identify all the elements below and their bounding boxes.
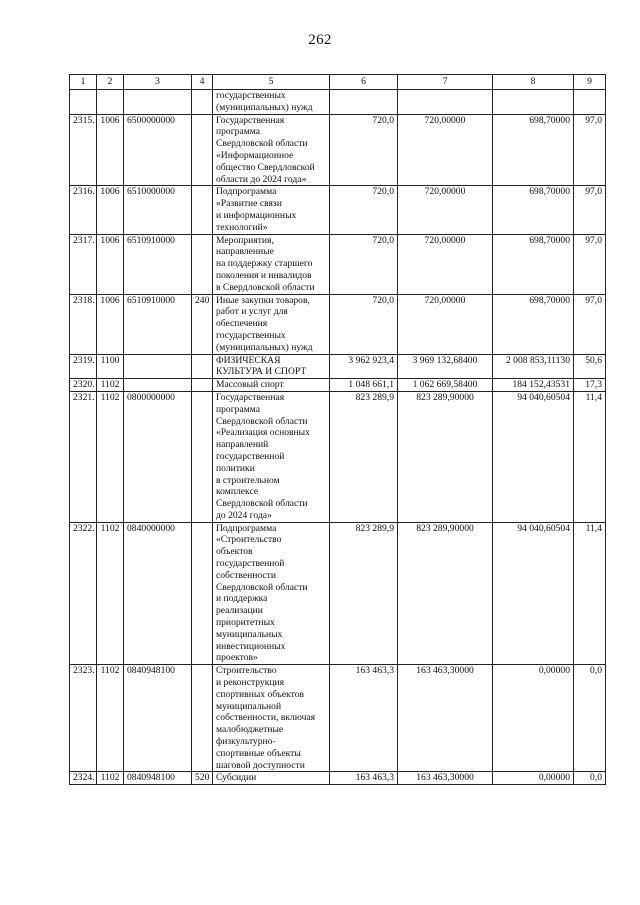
target-article-code bbox=[124, 90, 192, 115]
updated-plan-value: 823 289,90000 bbox=[398, 522, 493, 665]
row-number: 2320. bbox=[70, 379, 97, 392]
row-number: 2316. bbox=[70, 186, 97, 234]
execution-percent: 97,0 bbox=[574, 234, 606, 294]
table-row bbox=[70, 379, 606, 392]
executed-value: 698,70000 bbox=[493, 234, 574, 294]
section-code: 1102 bbox=[97, 772, 124, 785]
expense-type-code bbox=[192, 354, 213, 379]
col-header-5: 5 bbox=[213, 75, 330, 90]
table-row bbox=[70, 354, 606, 379]
expense-type-code bbox=[192, 379, 213, 392]
initial-plan-value: 720,0 bbox=[330, 114, 398, 186]
executed-value: 698,70000 bbox=[493, 114, 574, 186]
item-name: Массовый спорт bbox=[213, 379, 330, 392]
table-row bbox=[70, 294, 606, 354]
execution-percent: 50,6 bbox=[574, 354, 606, 379]
header-row bbox=[70, 75, 606, 90]
updated-plan-value: 720,00000 bbox=[398, 234, 493, 294]
col-header-7: 7 bbox=[398, 75, 493, 90]
section-code: 1006 bbox=[97, 234, 124, 294]
updated-plan-value: 823 289,90000 bbox=[398, 391, 493, 522]
col-header-9: 9 bbox=[574, 75, 606, 90]
updated-plan-value: 1 062 669,58400 bbox=[398, 379, 493, 392]
target-article-code: 6510910000 bbox=[124, 234, 192, 294]
item-name: Иные закупки товаров, работ и услуг для обеспечения государственных (муниципальных) нужд bbox=[213, 294, 330, 354]
execution-percent: 0,0 bbox=[574, 772, 606, 785]
row-number: 2322. bbox=[70, 522, 97, 665]
table-row bbox=[70, 186, 606, 234]
updated-plan-value: 163 463,30000 bbox=[398, 772, 493, 785]
target-article-code: 0840000000 bbox=[124, 522, 192, 665]
executed-value bbox=[493, 90, 574, 115]
section-code: 1102 bbox=[97, 379, 124, 392]
initial-plan-value: 163 463,3 bbox=[330, 665, 398, 772]
row-number: 2317. bbox=[70, 234, 97, 294]
section-code: 1100 bbox=[97, 354, 124, 379]
table-row bbox=[70, 90, 606, 115]
expense-type-code bbox=[192, 522, 213, 665]
section-code: 1102 bbox=[97, 522, 124, 665]
item-name: ФИЗИЧЕСКАЯ КУЛЬТУРА И СПОРТ bbox=[213, 354, 330, 379]
page-number: 262 bbox=[308, 32, 332, 48]
col-header-8: 8 bbox=[493, 75, 574, 90]
updated-plan-value: 720,00000 bbox=[398, 114, 493, 186]
row-number: 2315. bbox=[70, 114, 97, 186]
executed-value: 2 008 853,11130 bbox=[493, 354, 574, 379]
initial-plan-value bbox=[330, 90, 398, 115]
updated-plan-value: 720,00000 bbox=[398, 186, 493, 234]
execution-percent: 97,0 bbox=[574, 186, 606, 234]
table-row bbox=[70, 114, 606, 186]
executed-value: 184 152,43531 bbox=[493, 379, 574, 392]
col-header-4: 4 bbox=[192, 75, 213, 90]
initial-plan-value: 720,0 bbox=[330, 234, 398, 294]
section-code: 1006 bbox=[97, 114, 124, 186]
item-name: Государственная программа Свердловской области «Информационное общество Свердловской области до 2024 года» bbox=[213, 114, 330, 186]
target-article-code: 6510000000 bbox=[124, 186, 192, 234]
target-article-code bbox=[124, 354, 192, 379]
col-header-2: 2 bbox=[97, 75, 124, 90]
table-row bbox=[70, 234, 606, 294]
initial-plan-value: 823 289,9 bbox=[330, 391, 398, 522]
item-name: Мероприятия, направленные на поддержку старшего поколения и инвалидов в Свердловской области bbox=[213, 234, 330, 294]
budget-table bbox=[69, 74, 606, 785]
table-row bbox=[70, 522, 606, 665]
row-number: 2324. bbox=[70, 772, 97, 785]
expense-type-code bbox=[192, 90, 213, 115]
updated-plan-value: 163 463,30000 bbox=[398, 665, 493, 772]
execution-percent: 11,4 bbox=[574, 522, 606, 665]
row-number: 2321. bbox=[70, 391, 97, 522]
table-row bbox=[70, 391, 606, 522]
executed-value: 698,70000 bbox=[493, 186, 574, 234]
target-article-code: 6500000000 bbox=[124, 114, 192, 186]
execution-percent: 11,4 bbox=[574, 391, 606, 522]
col-header-1: 1 bbox=[70, 75, 97, 90]
expense-type-code bbox=[192, 391, 213, 522]
execution-percent: 17,3 bbox=[574, 379, 606, 392]
execution-percent: 0,0 bbox=[574, 665, 606, 772]
executed-value: 94 040,60504 bbox=[493, 391, 574, 522]
executed-value: 94 040,60504 bbox=[493, 522, 574, 665]
col-header-6: 6 bbox=[330, 75, 398, 90]
initial-plan-value: 823 289,9 bbox=[330, 522, 398, 665]
expense-type-code bbox=[192, 114, 213, 186]
executed-value: 698,70000 bbox=[493, 294, 574, 354]
table-row bbox=[70, 665, 606, 772]
row-number: 2323. bbox=[70, 665, 97, 772]
section-code bbox=[97, 90, 124, 115]
section-code: 1006 bbox=[97, 186, 124, 234]
target-article-code: 0800000000 bbox=[124, 391, 192, 522]
expense-type-code: 240 bbox=[192, 294, 213, 354]
section-code: 1102 bbox=[97, 391, 124, 522]
col-header-3: 3 bbox=[124, 75, 192, 90]
expense-type-code bbox=[192, 665, 213, 772]
updated-plan-value: 720,00000 bbox=[398, 294, 493, 354]
executed-value: 0,00000 bbox=[493, 665, 574, 772]
section-code: 1006 bbox=[97, 294, 124, 354]
initial-plan-value: 720,0 bbox=[330, 186, 398, 234]
execution-percent: 97,0 bbox=[574, 114, 606, 186]
expense-type-code bbox=[192, 234, 213, 294]
updated-plan-value: 3 969 132,68400 bbox=[398, 354, 493, 379]
table-body bbox=[70, 90, 606, 785]
initial-plan-value: 720,0 bbox=[330, 294, 398, 354]
expense-type-code bbox=[192, 186, 213, 234]
initial-plan-value: 1 048 661,1 bbox=[330, 379, 398, 392]
executed-value: 0,00000 bbox=[493, 772, 574, 785]
row-number bbox=[70, 90, 97, 115]
section-code: 1102 bbox=[97, 665, 124, 772]
target-article-code bbox=[124, 379, 192, 392]
execution-percent: 97,0 bbox=[574, 294, 606, 354]
execution-percent bbox=[574, 90, 606, 115]
item-name: Строительство и реконструкция спортивных объектов муниципальной собственности, включая малобюджетные физкультурно- спортивные объекты шаговой доступности bbox=[213, 665, 330, 772]
target-article-code: 0840948100 bbox=[124, 665, 192, 772]
item-name: Государственная программа Свердловской области «Реализация основных направлений государственной политики в строительном комплексе Свердловской области до 2024 года» bbox=[213, 391, 330, 522]
target-article-code: 6510910000 bbox=[124, 294, 192, 354]
initial-plan-value: 3 962 923,4 bbox=[330, 354, 398, 379]
item-name: Подпрограмма «Развитие связи и информационных технологий» bbox=[213, 186, 330, 234]
row-number: 2318. bbox=[70, 294, 97, 354]
table-row bbox=[70, 772, 606, 785]
initial-plan-value: 163 463,3 bbox=[330, 772, 398, 785]
target-article-code: 0840948100 bbox=[124, 772, 192, 785]
item-name: государственных (муниципальных) нужд bbox=[213, 90, 330, 115]
item-name: Субсидии bbox=[213, 772, 330, 785]
expense-type-code: 520 bbox=[192, 772, 213, 785]
updated-plan-value bbox=[398, 90, 493, 115]
row-number: 2319. bbox=[70, 354, 97, 379]
item-name: Подпрограмма «Строительство объектов государственной собственности Свердловской области и поддержка реализации приоритетных муниципальных инвестиционных проектов» bbox=[213, 522, 330, 665]
